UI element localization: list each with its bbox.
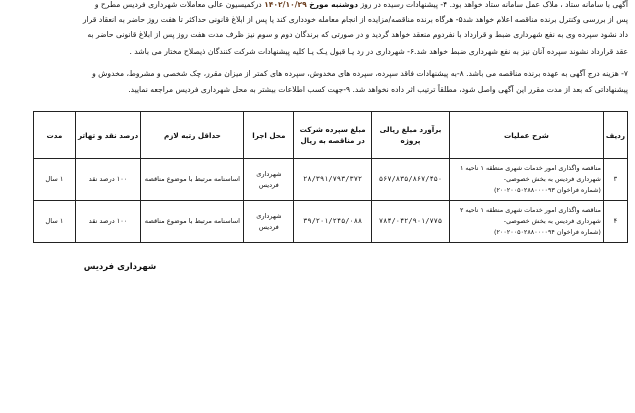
header-location: محل اجرا <box>244 112 294 159</box>
notice-line-1 <box>6 0 628 13</box>
meeting-date: ۱۴۰۲/۱۰/۲۹ <box>264 0 307 9</box>
description-line: شهرداری فردیس به بخش خصوصی- <box>503 217 601 225</box>
header-cash: درصد نقد و تهاتر <box>75 112 141 159</box>
description-line: (شماره فراخوان ۲۰۰۲۰۰۵۰۲۸۸۰۰۰۰۹۳) <box>493 186 601 194</box>
table-header-row <box>34 112 628 159</box>
row-location: شهرداری فردیس <box>244 159 294 201</box>
meeting-day: دوشنبه مورخ <box>309 0 359 9</box>
table-row <box>34 159 628 201</box>
notice-line-5: ۷- هزینه درج آگهی به عهده برنده مناقصه می باشد. ۸-به پیشنهادات فاقد سپرده، سپرده های مخدوش، سپرده های کمتر از میزان مقرر، چک شخصی و مشروط، مخدوش و <box>92 69 628 78</box>
row-deposit: ۳۹/۲۰۱/۲۴۵/۰۸۸ <box>294 201 372 243</box>
description-line: مناقصه واگذاری امور خدمات شهری منطقه ۱ ناحیه ۱ <box>459 164 601 172</box>
header-duration: مدت <box>34 112 76 159</box>
notice-line-1-start: آگهی با سامانه ستاد ، ملاک عمل سامانه ستاد خواهد بود. ۴- پیشنهادات رسیده در روز <box>360 0 628 9</box>
row-description <box>449 201 603 243</box>
description-line: (شماره فراخوان ۲۰۰۲۰۰۵۰۲۸۸۰۰۰۰۹۴) <box>493 228 601 236</box>
row-duration: ۱ سال <box>34 201 76 243</box>
description-line: مناقصه واگذاری امور خدمات شهری منطقه ۱ ناحیه ۲ <box>459 206 601 214</box>
row-number: ۳ <box>603 159 627 201</box>
notice-line-6: پیشنهاداتی که بعد از مدت مقرر این آگهی واصل شود، مطلقاً ترتیب اثر داده نخواهد شد. ۹-جهت کسب اطلاعات بیشتر به محل شهرداری فردیس مراجعه نمایید. <box>128 85 628 94</box>
row-cash: ۱۰۰ درصد نقد <box>75 159 141 201</box>
header-description: شرح عملیات <box>449 112 603 159</box>
row-estimate: ۵۶۷/۸۳۵/۸۶۷/۴۵۰ <box>372 159 450 201</box>
row-description <box>449 159 603 201</box>
row-deposit: ۲۸/۳۹۱/۷۹۳/۳۷۲ <box>294 159 372 201</box>
notice-line-2: پس از بررسی وکنترل برنده مناقصه اعلام خواهد شد۵- هرگاه برنده مناقصه/مزایده از انجام معامله خودداری کند یا پس از ابلاغ قانونی حداکثر تا هفت روز حاضر به انعقاد قرار <box>82 15 628 24</box>
tender-table <box>33 111 628 243</box>
row-location: شهرداری فردیس <box>244 201 294 243</box>
header-row-number: ردیف <box>603 112 627 159</box>
row-number: ۴ <box>603 201 627 243</box>
notice-line-1-end: درکمیسیون عالی معاملات شهرداری فردیس مطرح و <box>94 0 262 9</box>
table-row <box>34 201 628 243</box>
row-duration: ۱ سال <box>34 159 76 201</box>
header-estimate: برآورد مبلغ ریالی پروژه <box>372 112 450 159</box>
notice-line-4: عقد قرارداد نشوند سپرده آنان نیز به نفع شهرداری ضبط خواهد شد.۶- شهرداری در رد یـا قبول یـک یـا کلیه پیشنهادات شرکت کنندگان ذیصلاح مختار می باشد . <box>129 47 628 56</box>
header-grade: حداقل رتبه لازم <box>141 112 244 159</box>
notice-line-3: داد نشود سپرده وی به نفع شهرداری ضبط و قرارداد با نفردوم منعقد خواهد گردید و در صورتی که برندگان دوم و سوم نیز ظرف مدت هفت روز پس از ابلاغ قانونی حاضر به <box>87 30 628 39</box>
signature: شهرداری فردیس <box>83 262 157 272</box>
row-cash: ۱۰۰ درصد نقد <box>75 201 141 243</box>
row-grade: اساسنامه مرتبط با موضوع مناقصه <box>141 159 244 201</box>
header-deposit: مبلغ سپرده شرکت در مناقصه به ریال <box>294 112 372 159</box>
row-estimate: ۷۸۴/۰۴۲/۹۰۱/۷۷۵ <box>372 201 450 243</box>
description-line: شهرداری فردیس به بخش خصوصی- <box>503 175 601 183</box>
row-grade: اساسنامه مرتبط با موضوع مناقصه <box>141 201 244 243</box>
